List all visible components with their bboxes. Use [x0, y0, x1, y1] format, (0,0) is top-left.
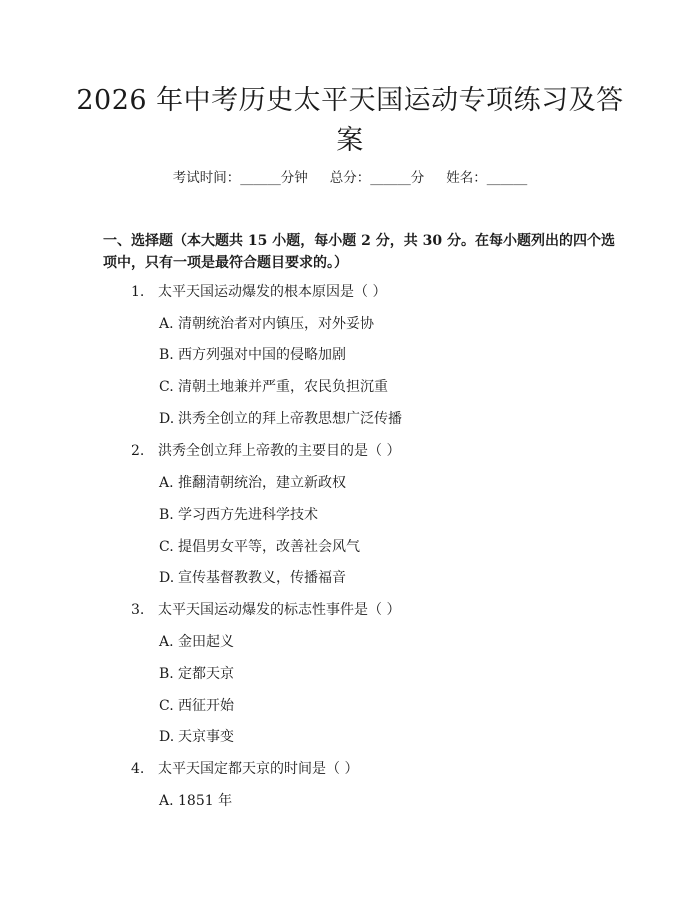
question-number: 4.: [131, 761, 145, 777]
option-text: 洪秀全创立的拜上帝教思想广泛传播: [178, 411, 402, 427]
section-heading-line-1: 一、选择题（本大题共 15 小题，每小题 2 分，共 30 分。在每小题列出的四个选: [103, 233, 615, 249]
question-1-option-d: [159, 409, 402, 429]
question-number: 2.: [131, 443, 145, 459]
option-letter: A.: [159, 475, 174, 491]
option-text: 提倡男女平等，改善社会风气: [178, 539, 360, 555]
option-text: 西方列强对中国的侵略加剧: [178, 347, 346, 363]
question-1: [131, 282, 386, 302]
option-text: 清朝统治者对内镇压，对外妥协: [178, 316, 374, 332]
exam-time-field: 考试时间：______分钟: [172, 170, 308, 186]
option-letter: C.: [159, 379, 174, 395]
option-text: 1851 年: [178, 793, 233, 809]
option-letter: B.: [159, 666, 174, 682]
question-4-option-a: [159, 791, 232, 811]
question-3-option-c: [159, 696, 234, 716]
question-number: 1.: [131, 284, 145, 300]
option-letter: B.: [159, 347, 174, 363]
question-2-option-b: [159, 505, 318, 525]
section-heading-line-2: 项中，只有一项是最符合题目要求的。）: [103, 255, 348, 271]
question-text: 太平天国运动爆发的根本原因是（ ）: [158, 284, 387, 300]
question-2-option-a: [159, 473, 346, 493]
question-text: 洪秀全创立拜上帝教的主要目的是（ ）: [158, 443, 401, 459]
page-title-line-1: 2026 年中考历史太平天国运动专项练习及答: [76, 85, 624, 116]
question-text: 太平天国运动爆发的标志性事件是（ ）: [158, 602, 401, 618]
option-letter: C.: [159, 539, 174, 555]
option-letter: A.: [159, 634, 174, 650]
option-letter: B.: [159, 507, 174, 523]
option-letter: A.: [159, 316, 174, 332]
option-text: 清朝土地兼并严重，农民负担沉重: [178, 379, 388, 395]
question-2-option-d: [159, 568, 346, 588]
question-2: [131, 441, 400, 461]
total-score-field: 总分：______分: [329, 170, 425, 186]
option-text: 宣传基督教教义，传播福音: [178, 570, 346, 586]
question-1-option-c: [159, 377, 388, 397]
question-3-option-d: [159, 727, 234, 747]
option-text: 定都天京: [178, 666, 234, 682]
question-1-option-b: [159, 345, 346, 365]
option-text: 西征开始: [178, 698, 234, 714]
option-letter: D.: [159, 570, 175, 586]
question-1-option-a: [159, 314, 374, 334]
option-letter: D.: [159, 411, 175, 427]
question-3-option-a: [159, 632, 234, 652]
option-letter: C.: [159, 698, 174, 714]
option-text: 推翻清朝统治，建立新政权: [178, 475, 346, 491]
question-text: 太平天国定都天京的时间是（ ）: [158, 761, 359, 777]
question-2-option-c: [159, 537, 360, 557]
option-text: 天京事变: [178, 729, 234, 745]
question-3: [131, 600, 400, 620]
option-text: 学习西方先进科学技术: [178, 507, 318, 523]
question-4: [131, 759, 358, 779]
question-3-option-b: [159, 664, 234, 684]
page-title-line-2: 案: [336, 125, 364, 156]
question-number: 3.: [131, 602, 145, 618]
option-letter: D.: [159, 729, 175, 745]
option-text: 金田起义: [178, 634, 234, 650]
student-name-field: 姓名：______: [446, 170, 528, 186]
option-letter: A.: [159, 793, 174, 809]
exam-info-line: [0, 168, 700, 188]
